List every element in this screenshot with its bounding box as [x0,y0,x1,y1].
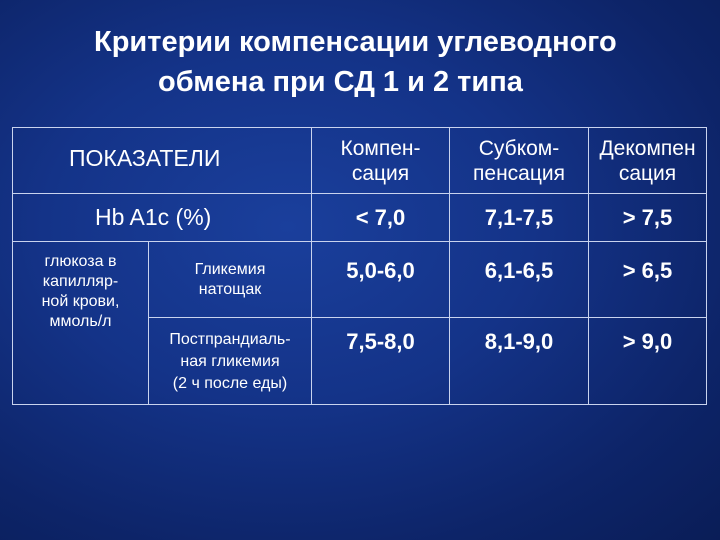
cell-value [312,194,449,241]
header-subcompensation [450,128,588,193]
header-indicators-text: ПОКАЗАТЕЛИ [69,145,221,171]
cell-value [450,194,588,241]
title-line-2: обмена при СД 1 и 2 типа [158,66,523,98]
value-text: 8,1-9,0 [484,328,554,354]
cell-value [312,318,449,405]
glucose-label-line-3: ной крови, [41,293,120,310]
header-decompensation [589,128,706,193]
value-text: 6,1-6,5 [484,257,554,283]
header-subcompensation-line-1: Субком- [478,136,560,160]
row-label-postprandial [149,318,311,405]
fasting-label-line-1: Гликемия [194,260,266,278]
header-compensation [312,128,449,193]
title-line-1: Критерии компенсации углеводного [94,26,617,58]
value-text: 5,0-6,0 [346,257,415,283]
cell-value [589,318,706,405]
postprandial-label-line-1: Постпрандиаль- [169,330,291,348]
cell-value [589,194,706,241]
header-indicators [13,128,311,193]
header-decompensation-line-2: сация [618,161,677,185]
row-label-hba1c-text: Hb A1c (%) [95,204,212,230]
value-text: > 9,0 [622,328,673,354]
value-text: 7,1-7,5 [484,204,554,230]
value-text: > 7,5 [622,204,673,230]
row-label-fasting [149,242,311,317]
postprandial-label-line-2: ная гликемия [180,352,280,370]
value-text: < 7,0 [355,204,406,230]
glucose-label-line-2: капилляр- [42,273,119,290]
row-label-hba1c [13,194,311,241]
header-decompensation-line-1: Декомпен [599,136,696,160]
row-label-glucose [13,242,148,405]
cell-value [312,242,449,317]
value-text: > 6,5 [622,257,673,283]
header-subcompensation-line-2: пенсация [473,161,565,185]
postprandial-label-line-3: (2 ч после еды) [172,374,288,392]
criteria-table [12,127,707,405]
fasting-label-line-2: натощак [198,280,262,298]
cell-value [589,242,706,317]
cell-value [450,242,588,317]
cell-value [450,318,588,405]
header-compensation-line-1: Компен- [340,136,421,160]
header-compensation-line-2: сация [351,161,410,185]
glucose-label-line-1: глюкоза в [44,253,117,270]
glucose-label-line-4: ммоль/л [49,313,112,330]
value-text: 7,5-8,0 [346,328,415,354]
